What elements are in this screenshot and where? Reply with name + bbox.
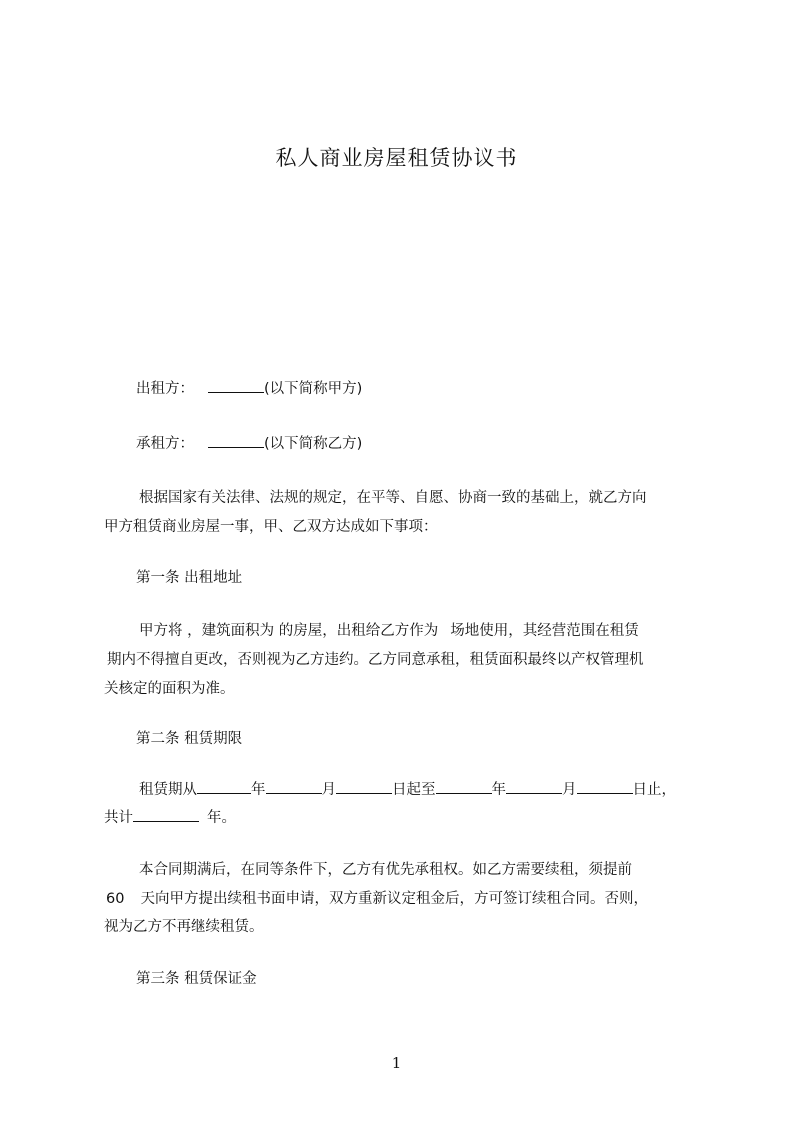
total-years-blank — [133, 807, 199, 822]
renewal-line-3: 视为乙方不再继续租赁。 — [104, 919, 264, 935]
preamble-line-1: 根据国家有关法律、法规的规定，在平等、自愿、协商一致的基础上，就乙方向 — [139, 490, 647, 506]
lessor-label: 出租方： — [136, 381, 194, 397]
lessor-suffix: (以下简称甲方) — [264, 381, 363, 397]
lessor-name-blank — [208, 378, 264, 393]
lessee-suffix: (以下简称乙方) — [264, 436, 363, 452]
start-month-blank — [266, 779, 322, 794]
renewal-text: 天向甲方提出续租书面申请，双方重新议定租金后，方可签订续租合同。否则， — [140, 891, 648, 907]
start-year-blank — [197, 779, 251, 794]
end-day-label: 日止， — [632, 782, 676, 798]
end-day-blank — [577, 779, 633, 794]
article1-para-line-2: 期内不得擅自更改，否则视为乙方违约。乙方同意承租，租赁面积最终以产权管理机 — [107, 652, 644, 668]
lease-from-label: 租赁期从 — [139, 782, 197, 798]
end-month-label: 月 — [562, 782, 577, 798]
page-number: 1 — [391, 1054, 402, 1072]
start-day-blank — [336, 779, 392, 794]
total-label: 共计 — [104, 810, 133, 826]
lessee-line — [104, 429, 726, 459]
preamble-line-2: 甲方租赁商业房屋一事，甲、乙双方达成如下事项： — [104, 519, 438, 535]
lessee-name-blank — [208, 433, 264, 448]
total-unit-label: 年。 — [207, 810, 236, 826]
lessee-label: 承租方： — [136, 436, 194, 452]
article1-text-b: 场地使用，其经营范围在租赁 — [450, 623, 639, 639]
article1-para-line-1 — [104, 616, 729, 646]
article3-heading: 第三条 租赁保证金 — [136, 971, 257, 987]
renewal-line-2 — [104, 884, 694, 914]
renewal-line-1: 本合同期满后，在同等条件下，乙方有优先承租权。如乙方需要续租，须提前 — [139, 862, 632, 878]
lessor-line — [104, 374, 726, 404]
start-year-label: 年 — [251, 782, 266, 798]
lease-period-line — [104, 775, 729, 805]
renewal-days: 60 — [106, 891, 125, 907]
article1-para-line-3: 关核定的面积为准。 — [104, 681, 235, 697]
lease-total-line — [104, 803, 694, 833]
start-month-label: 月 — [321, 782, 336, 798]
end-month-blank — [506, 779, 562, 794]
article1-text-a: 甲方将 ，建筑面积为 的房屋，出租给乙方作为 — [139, 623, 439, 639]
article1-heading: 第一条 出租地址 — [136, 570, 243, 586]
end-year-label: 年 — [491, 782, 506, 798]
document-title: 私人商业房屋租赁协议书 — [275, 146, 518, 170]
start-day-label: 日起至 — [392, 782, 436, 798]
end-year-blank — [436, 779, 492, 794]
article2-heading: 第二条 租赁期限 — [136, 731, 243, 747]
